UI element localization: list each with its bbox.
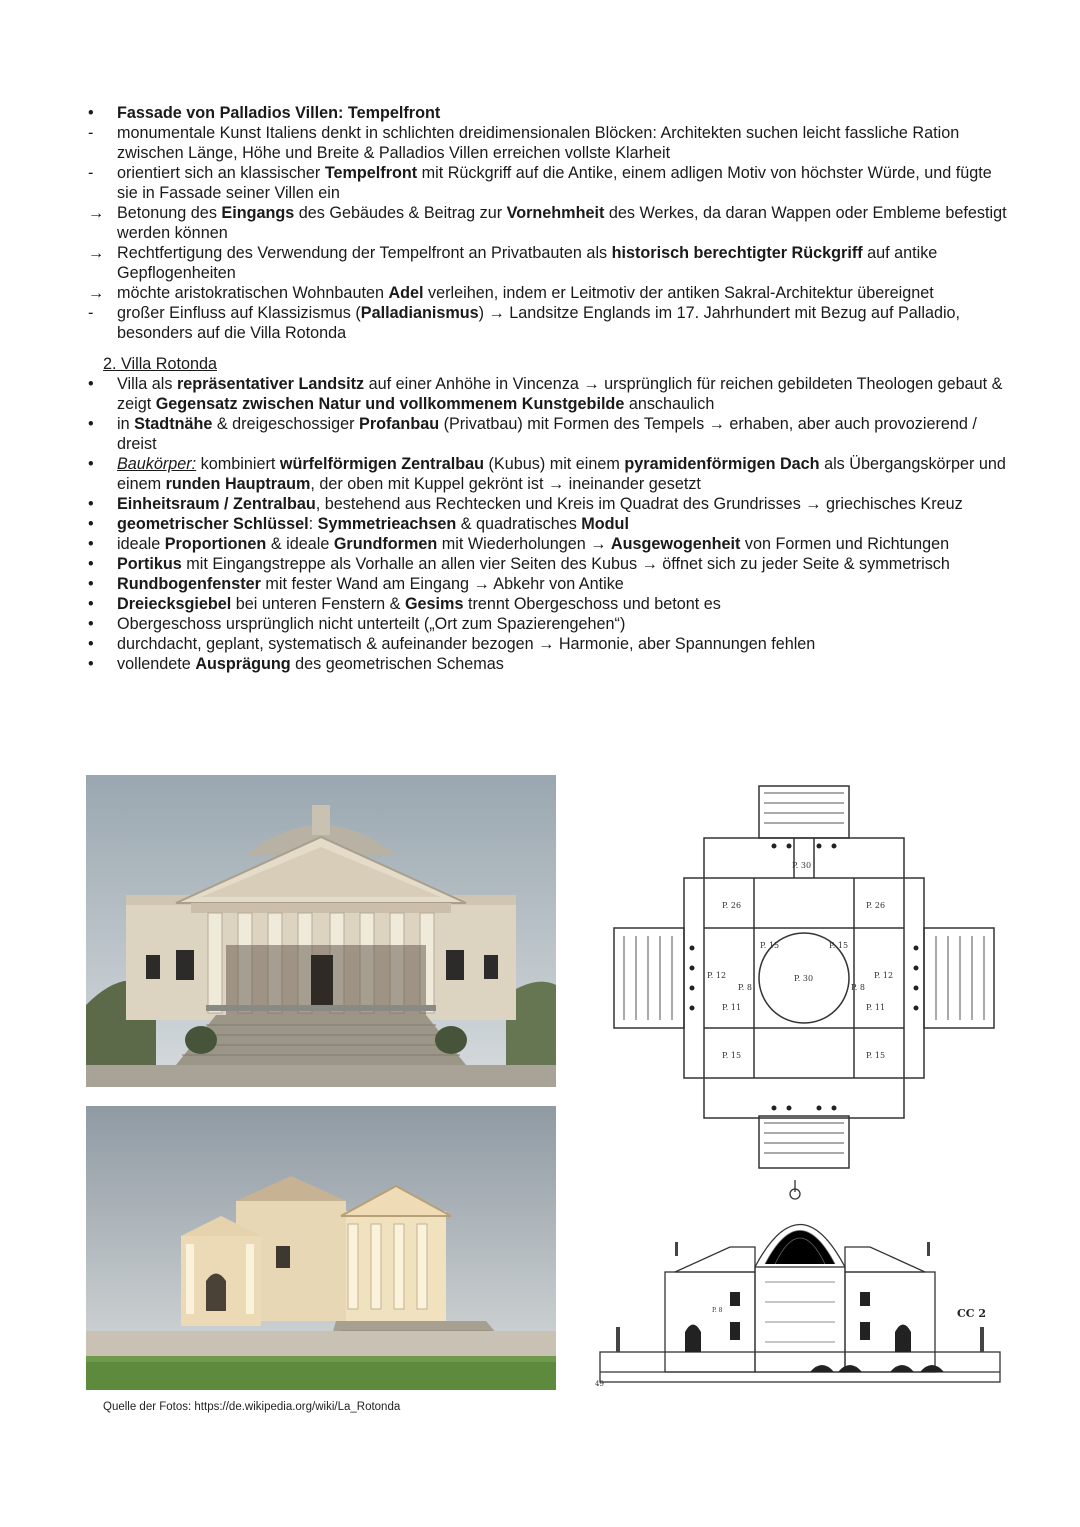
bullet-text [117, 103, 1014, 123]
bullet-marker: • [88, 595, 94, 613]
text-run: & quadratisches [456, 515, 582, 533]
bullet-marker: • [88, 104, 94, 122]
bullet-text [117, 634, 1014, 654]
bullet-item [84, 414, 1014, 454]
text-run: des geometrischen Schemas [290, 655, 504, 673]
text-run: großer Einfluss auf Klassizismus ( [117, 304, 361, 322]
text-run: Portikus [117, 555, 182, 573]
bullet-marker: - [88, 124, 94, 142]
bullet-item [84, 554, 1014, 574]
section-drawing [590, 1172, 1010, 1394]
text-run: Profanbau [359, 415, 440, 433]
plan-label: P. 11 [722, 1003, 742, 1012]
bullet-item [84, 454, 1014, 494]
text-run: würfelförmigen Zentralbau [279, 455, 485, 473]
plan-label: P. 15 [760, 941, 780, 950]
text-run: : [308, 515, 318, 533]
text-run: Symmetrieachsen [317, 515, 457, 533]
bullet-text [117, 514, 1014, 534]
text-run: in [117, 415, 135, 433]
bullet-text [117, 414, 1014, 454]
bullet-item [84, 514, 1014, 534]
text-run: Gesims [404, 595, 464, 613]
bullet-marker: → [88, 284, 105, 302]
bullet-text [117, 374, 1014, 414]
bullet-marker: • [88, 375, 94, 393]
text-run: Palladianismus [360, 304, 479, 322]
text-run: auf antike Gepflogenheiten [117, 244, 938, 282]
bullet-item [84, 243, 1014, 283]
bullet-marker: • [88, 555, 94, 573]
bullet-text [117, 574, 1014, 594]
bullet-marker: - [88, 304, 94, 322]
text-run: Vornehmheit [506, 204, 605, 222]
section-facade [84, 103, 1014, 343]
text-run: (Privatbau) mit Formen des Tempels → erhaben, aber auch provozierend / dreist [117, 415, 977, 453]
bullet-item [84, 303, 1014, 343]
text-run: des Gebäudes & Beitrag zur [294, 204, 507, 222]
text-run: Eingangs [221, 204, 295, 222]
plan-label: P. 12 [874, 971, 894, 980]
text-run: Villa als [117, 375, 177, 393]
text-run: Obergeschoss ursprünglich nicht unterteilt („Ort zum Spazierengehen“) [117, 615, 626, 633]
text-run: & dreigeschossiger [212, 415, 360, 433]
photo-villa-front [86, 775, 556, 1087]
text-run: Betonung des [117, 204, 222, 222]
text-run: trennt Obergeschoss und betont es [463, 595, 721, 613]
section-villa-rotonda [84, 374, 1014, 674]
bullet-text [117, 203, 1014, 243]
bullet-marker: • [88, 655, 94, 673]
bullet-marker: • [88, 635, 94, 653]
bullet-item [84, 594, 1014, 614]
text-run: historisch berechtigter Rückgriff [611, 244, 863, 262]
text-run: anschaulich [624, 395, 715, 413]
text-run: verleihen, indem er Leitmotiv der antiken Sakral-Architektur übereignet [423, 284, 934, 302]
text-run: pyramidenförmigen Dach [624, 455, 820, 473]
bullet-item [84, 494, 1014, 514]
bullet-text [117, 554, 1014, 574]
bullet-text [117, 243, 1014, 283]
text-run: Fassade von Palladios Villen: Tempelfront [117, 104, 441, 122]
bullet-item [84, 123, 1014, 163]
plan-label: P. 11 [866, 1003, 886, 1012]
text-run: Gegensatz zwischen Natur und vollkommenem Kunstgebilde [155, 395, 625, 413]
note-text [84, 103, 1014, 674]
text-run: des Werkes, da daran Wappen oder Embleme befestigt werden können [117, 204, 1007, 242]
text-run: mit Eingangstreppe als Vorhalle an allen vier Seiten des Kubus → öffnet sich zu jeder Seite & symmetrisch [181, 555, 950, 573]
bullet-item [84, 574, 1014, 594]
bullet-item [84, 103, 1014, 123]
bullet-marker: • [88, 455, 94, 473]
bullet-marker: • [88, 535, 94, 553]
text-run: Rundbogenfenster [117, 575, 261, 593]
text-run: , der oben mit Kuppel gekrönt ist → ineinander gesetzt [310, 475, 701, 493]
text-run: runden Hauptraum [165, 475, 311, 493]
floor-plan-drawing [604, 778, 1004, 1176]
page-number: 49 [595, 1380, 604, 1388]
text-run: ideale [117, 535, 165, 553]
bullet-text [117, 163, 1014, 203]
plan-label: P. 8 [851, 983, 865, 992]
text-run: Einheitsraum / Zentralbau [117, 495, 316, 513]
bullet-marker: → [88, 244, 105, 262]
text-run: monumentale Kunst Italiens denkt in schlichten dreidimensionalen Blöcken: Architekten suchen leicht fassliche Ration zwischen Länge, Höhe und Breite & Palladios Villen erreichen vollste Klarheit [117, 124, 960, 162]
bullet-item [84, 163, 1014, 203]
text-run: mit Rückgriff auf die Antike, einem adligen Motiv von höchster Würde, und fügte sie in Fassade seiner Villen ein [117, 164, 992, 202]
bullet-item [84, 654, 1014, 674]
bullet-item [84, 203, 1014, 243]
bullet-text [117, 534, 1014, 554]
bullet-marker: • [88, 495, 94, 513]
text-run: Stadtnähe [134, 415, 213, 433]
bullet-marker: • [88, 615, 94, 633]
text-run: Tempelfront [324, 164, 418, 182]
bullet-marker: • [88, 575, 94, 593]
bullet-item [84, 374, 1014, 414]
plan-label: P. 30 [792, 861, 812, 870]
text-run: von Formen und Richtungen [740, 535, 950, 553]
plan-label: P. 8 [738, 983, 752, 992]
section-window-mark: P. 8 [712, 1307, 723, 1314]
text-run: , bestehend aus Rechtecken und Kreis im Quadrat des Grundrisses → griechisches Kreuz [315, 495, 963, 513]
text-run: Adel [388, 284, 424, 302]
bullet-marker: • [88, 415, 94, 433]
text-run: mit fester Wand am Eingang → Abkehr von Antike [260, 575, 624, 593]
text-run: als Übergangskörper und einem [117, 455, 1006, 493]
text-run: möchte aristokratischen Wohnbauten [117, 284, 389, 302]
bullet-text [117, 654, 1014, 674]
photo-source-caption: Quelle der Fotos: https://de.wikipedia.org/wiki/La_Rotonda [103, 1401, 401, 1413]
text-run: Modul [581, 515, 629, 533]
bullet-marker: - [88, 164, 94, 182]
text-run: Ausprägung [195, 655, 291, 673]
plan-label: P. 26 [866, 901, 886, 910]
plan-label: P. 15 [722, 1051, 742, 1060]
bullet-item [84, 614, 1014, 634]
plan-label: P. 12 [707, 971, 727, 980]
photo-villa-corner [86, 1106, 556, 1390]
bullet-text [117, 614, 1014, 634]
plan-label: P. 30 [794, 974, 814, 983]
bullet-item [84, 534, 1014, 554]
bullet-marker: • [88, 515, 94, 533]
text-run: Proportionen [164, 535, 267, 553]
section-mark: CC 2 [957, 1307, 986, 1320]
text-run: durchdacht, geplant, systematisch & aufeinander bezogen → Harmonie, aber Spannungen fehlen [117, 635, 816, 653]
bullet-item [84, 634, 1014, 654]
text-run: Dreiecksgiebel [117, 595, 232, 613]
text-run: repräsentativer Landsitz [176, 375, 365, 393]
text-run: (Kubus) mit einem [484, 455, 625, 473]
text-run: geometrischer Schlüssel [117, 515, 309, 533]
bullet-marker: → [88, 204, 105, 222]
text-run: Baukörper: [117, 455, 197, 473]
text-run: auf einer Anhöhe in Vincenza → ursprünglich für reichen gebildeten Theologen gebaut & zeigt [117, 375, 1003, 413]
text-run: bei unteren Fenstern & [231, 595, 405, 613]
text-run: orientiert sich an klassischer [117, 164, 325, 182]
bullet-text [117, 123, 1014, 163]
section-heading-villa-rotonda: 2. Villa Rotonda [103, 355, 217, 373]
bullet-text [117, 454, 1014, 494]
text-run: Ausgewogenheit [610, 535, 741, 553]
text-run: & ideale [266, 535, 334, 553]
plan-label: P. 15 [866, 1051, 886, 1060]
text-run: kombiniert [196, 455, 280, 473]
bullet-item [84, 283, 1014, 303]
text-run: mit Wiederholungen → [437, 535, 611, 553]
bullet-text [117, 303, 1014, 343]
text-run: ) → Landsitze Englands im 17. Jahrhundert mit Bezug auf Palladio, besonders auf die Villa Rotonda [117, 304, 961, 342]
plan-label: P. 26 [722, 901, 742, 910]
plan-label: P. 15 [829, 941, 849, 950]
bullet-text [117, 494, 1014, 514]
bullet-text [117, 283, 1014, 303]
text-run: vollendete [117, 655, 196, 673]
text-run: Rechtfertigung des Verwendung der Tempelfront an Privatbauten als [117, 244, 612, 262]
bullet-text [117, 594, 1014, 614]
text-run: Grundformen [333, 535, 438, 553]
